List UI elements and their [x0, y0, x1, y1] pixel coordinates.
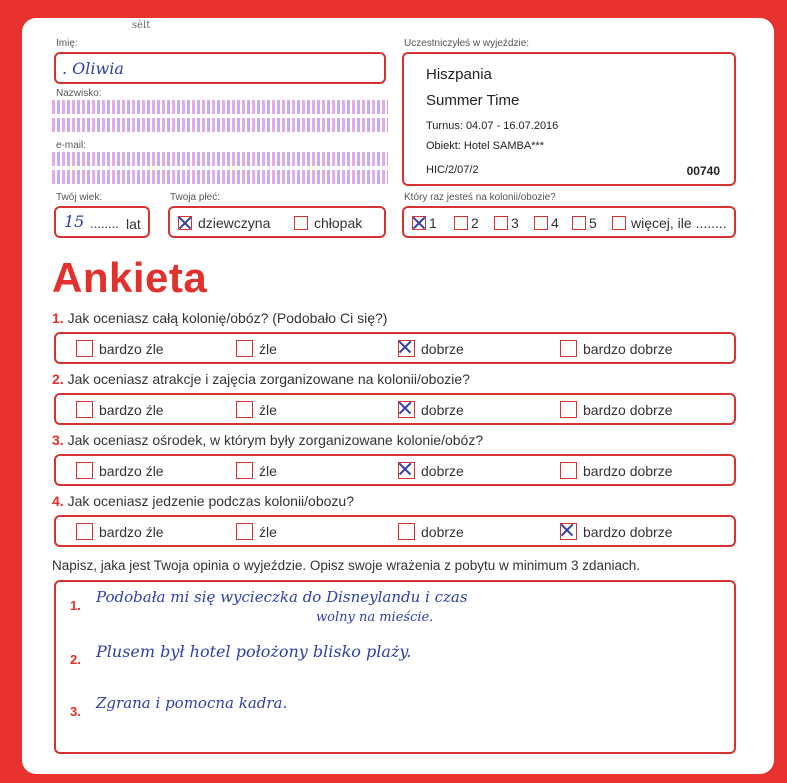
question-number: 3.	[52, 432, 64, 448]
rating-label: bardzo dobrze	[583, 523, 673, 540]
gender-label: Twoja płeć:	[170, 192, 221, 203]
rating-checkbox[interactable]	[76, 401, 93, 418]
rating-checkbox[interactable]	[236, 340, 253, 357]
rating-label: bardzo źle	[99, 340, 164, 357]
checkbox-times-5[interactable]	[572, 216, 586, 230]
rating-label: bardzo źle	[99, 462, 164, 479]
question-text: Jak oceniasz atrakcje i zajęcia zorganizowane na kolonii/obozie?	[67, 371, 470, 387]
question-number: 1.	[52, 310, 64, 326]
trip-code: HIC/2/07/2	[426, 164, 479, 176]
times-option-more[interactable]	[612, 215, 727, 231]
question-text: Jak oceniasz całą kolonię/obóz? (Podobało Ci się?)	[67, 310, 388, 326]
opinion-prompt: Napisz, jaka jest Twoja opinia o wyjeździe. Opisz swoje wrażenia z pobytu w minimum 3 zdaniach.	[52, 558, 641, 573]
top-scribble: sèlt	[132, 20, 151, 31]
rating-label: źle	[259, 462, 277, 479]
rating-option[interactable]	[398, 462, 464, 479]
rating-option[interactable]	[236, 401, 277, 418]
question-number: 4.	[52, 493, 64, 509]
rating-label: bardzo dobrze	[583, 401, 673, 418]
rating-label: dobrze	[421, 462, 464, 479]
question-2	[52, 371, 470, 387]
age-field[interactable]	[54, 206, 150, 238]
gender-option-girl[interactable]	[178, 215, 270, 231]
question-1	[52, 310, 387, 326]
email-redacted	[52, 152, 388, 166]
question-4	[52, 493, 354, 509]
rating-option[interactable]	[76, 462, 164, 479]
rating-checkbox[interactable]	[76, 340, 93, 357]
rating-option[interactable]	[76, 523, 164, 540]
checkbox-times-2[interactable]	[454, 216, 468, 230]
rating-checkbox[interactable]	[560, 340, 577, 357]
rating-label: źle	[259, 523, 277, 540]
times-label: Który raz jesteś na kolonii/obozie?	[404, 192, 556, 203]
rating-checkbox[interactable]	[76, 462, 93, 479]
gender-option-boy[interactable]	[294, 215, 362, 231]
rating-row-3	[54, 454, 736, 486]
question-text: Jak oceniasz ośrodek, w którym były zorganizowane kolonie/obóz?	[67, 432, 484, 448]
question-text: Jak oceniasz jedzenie podczas kolonii/obozu?	[67, 493, 354, 509]
rating-label: źle	[259, 340, 277, 357]
rating-row-1	[54, 332, 736, 364]
times-5-label: 5	[589, 215, 597, 231]
rating-label: bardzo dobrze	[583, 340, 673, 357]
trip-object: Obiekt: Hotel SAMBA***	[426, 140, 544, 152]
gender-field	[168, 206, 386, 238]
opinion-textarea[interactable]	[54, 580, 736, 754]
page-title: Ankieta	[52, 254, 208, 301]
answer-1-line-1: Podobała mi się wycieczka do Disneylandu i czas	[96, 588, 468, 606]
rating-option[interactable]	[76, 340, 164, 357]
rating-checkbox[interactable]	[560, 523, 577, 540]
checkbox-times-3[interactable]	[494, 216, 508, 230]
last-name-label: Nazwisko:	[56, 88, 102, 99]
trip-turnus: Turnus: 04.07 - 16.07.2016	[426, 120, 559, 132]
trip-label: Uczestniczyłeś w wyjeździe:	[404, 38, 530, 49]
answer-3-line: Zgrana i pomocna kadra.	[96, 694, 288, 712]
age-label: Twój wiek:	[56, 192, 103, 203]
checkbox-girl[interactable]	[178, 216, 192, 230]
rating-checkbox[interactable]	[236, 401, 253, 418]
rating-row-4	[54, 515, 736, 547]
answer-3-number: 3.	[70, 704, 81, 719]
rating-checkbox[interactable]	[76, 523, 93, 540]
rating-option[interactable]	[398, 401, 464, 418]
rating-checkbox[interactable]	[398, 523, 415, 540]
times-4-label: 4	[551, 215, 559, 231]
rating-option[interactable]	[398, 523, 464, 540]
trip-info-box	[402, 52, 736, 186]
checkbox-times-4[interactable]	[534, 216, 548, 230]
trip-number: 00740	[686, 164, 720, 178]
rating-checkbox[interactable]	[398, 462, 415, 479]
rating-checkbox[interactable]	[236, 523, 253, 540]
rating-option[interactable]	[76, 401, 164, 418]
rating-option[interactable]	[236, 340, 277, 357]
rating-option[interactable]	[560, 523, 673, 540]
gender-girl-label: dziewczyna	[198, 215, 271, 231]
times-2-label: 2	[471, 215, 479, 231]
email-label: e-mail:	[56, 140, 87, 151]
rating-label: dobrze	[421, 401, 464, 418]
times-option-2[interactable]	[454, 215, 479, 231]
rating-option[interactable]	[560, 340, 673, 357]
times-option-5[interactable]	[572, 215, 597, 231]
rating-checkbox[interactable]	[398, 401, 415, 418]
rating-label: bardzo źle	[99, 401, 164, 418]
question-3	[52, 432, 483, 448]
age-unit: lat	[126, 216, 141, 232]
rating-option[interactable]	[398, 340, 464, 357]
first-name-value: . Oliwia	[62, 59, 124, 78]
checkbox-times-1[interactable]	[412, 216, 426, 230]
rating-checkbox[interactable]	[398, 340, 415, 357]
times-1-label: 1	[429, 215, 437, 231]
rating-option[interactable]	[560, 462, 673, 479]
rating-option[interactable]	[236, 523, 277, 540]
rating-label: bardzo źle	[99, 523, 164, 540]
times-option-3[interactable]	[494, 215, 519, 231]
first-name-field[interactable]	[54, 52, 386, 84]
age-value: 15	[64, 212, 85, 231]
answer-1-line-2: wolny na mieście.	[316, 610, 434, 625]
times-option-4[interactable]	[534, 215, 559, 231]
gender-boy-label: chłopak	[314, 215, 363, 231]
times-field	[402, 206, 736, 238]
trip-program: Summer Time	[426, 92, 520, 109]
rating-label: bardzo dobrze	[583, 462, 673, 479]
rating-checkbox[interactable]	[236, 462, 253, 479]
rating-option[interactable]	[560, 401, 673, 418]
question-number: 2.	[52, 371, 64, 387]
first-name-label: Imię:	[56, 38, 78, 49]
times-more-label: więcej, ile ........	[631, 215, 727, 231]
answer-1-number: 1.	[70, 598, 81, 613]
checkbox-times-more[interactable]	[612, 216, 626, 230]
rating-option[interactable]	[236, 462, 277, 479]
email-redacted-2	[52, 170, 388, 184]
survey-form	[22, 18, 774, 774]
answer-2-number: 2.	[70, 652, 81, 667]
rating-checkbox[interactable]	[560, 401, 577, 418]
rating-checkbox[interactable]	[560, 462, 577, 479]
last-name-redacted-2	[52, 118, 388, 132]
rating-row-2	[54, 393, 736, 425]
times-option-1[interactable]	[412, 215, 437, 231]
rating-label: dobrze	[421, 340, 464, 357]
rating-label: źle	[259, 401, 277, 418]
answer-2-line: Plusem był hotel położony blisko plaży.	[96, 642, 412, 661]
last-name-redacted	[52, 100, 388, 114]
trip-country: Hiszpania	[426, 66, 492, 83]
times-3-label: 3	[511, 215, 519, 231]
age-dots: ........	[90, 216, 119, 231]
checkbox-boy[interactable]	[294, 216, 308, 230]
rating-label: dobrze	[421, 523, 464, 540]
